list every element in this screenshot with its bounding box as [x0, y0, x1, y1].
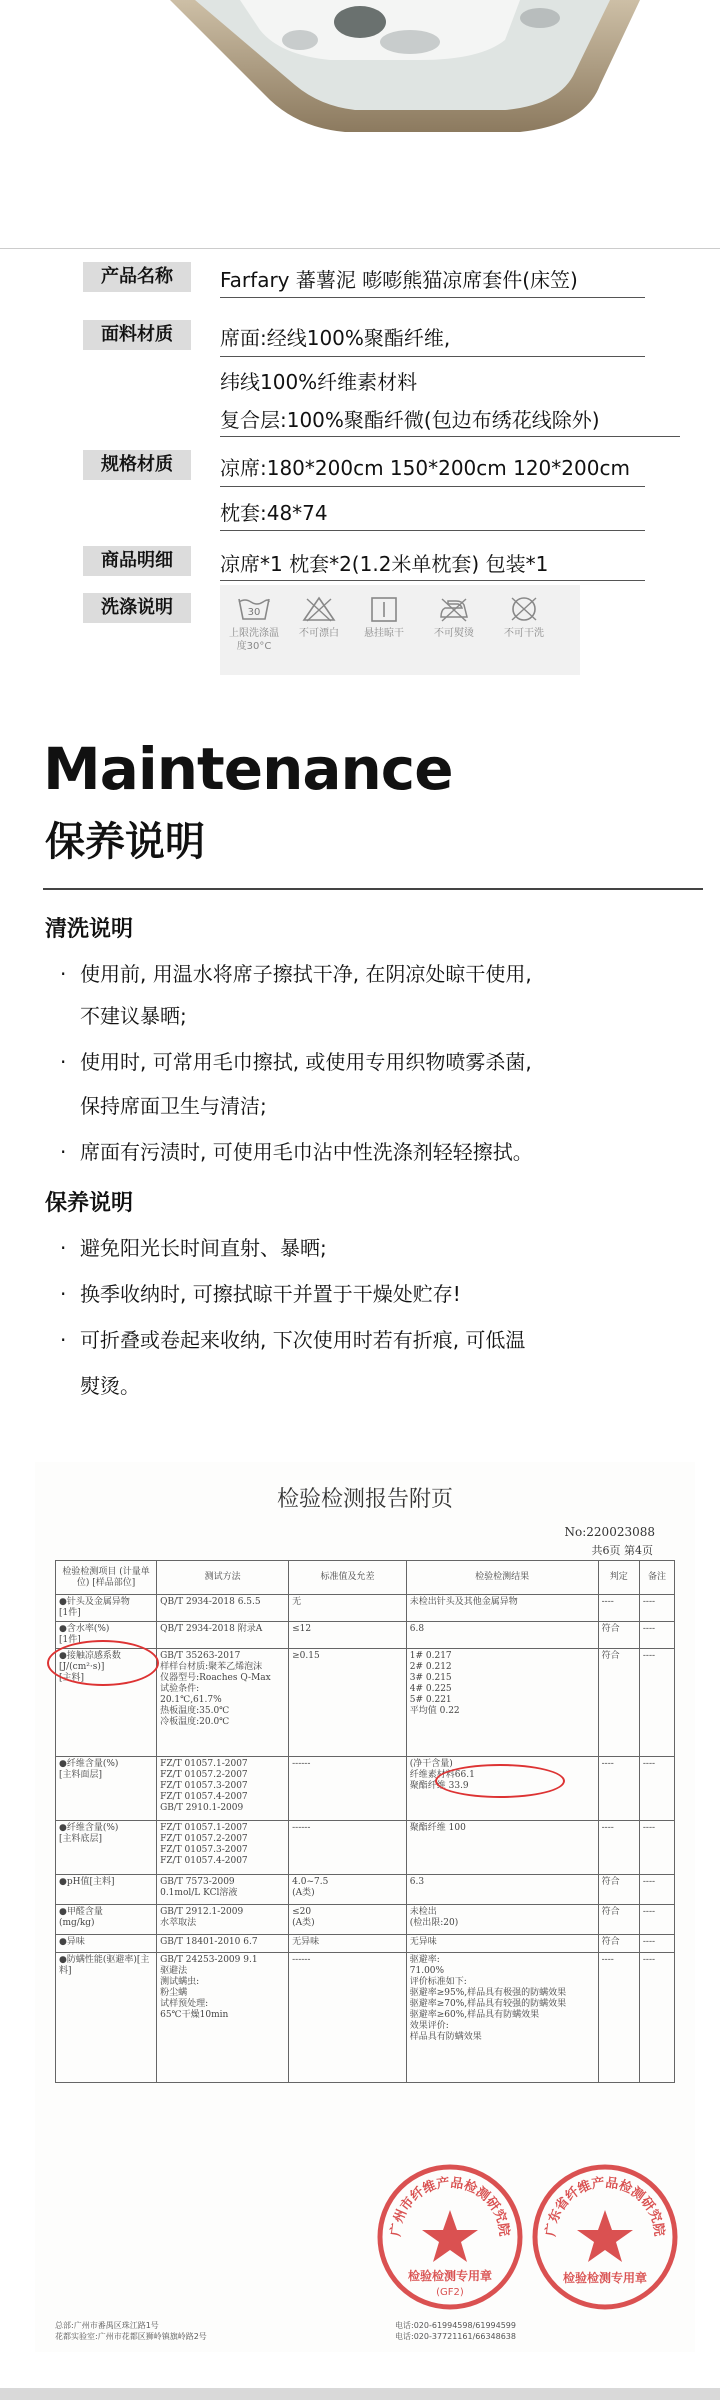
table-cell: ---- [639, 1595, 674, 1622]
table-cell: (净干含量) 纤维素材料66.1 聚酯纤维 33.9 [406, 1757, 598, 1821]
table-cell: QB/T 2934-2018 附录A [157, 1622, 289, 1649]
table-cell: ●异味 [56, 1935, 157, 1953]
table-cell: GB/T 2912.1-2009 水萃取法 [157, 1905, 289, 1935]
wash-care-panel [220, 585, 580, 675]
table-cell: ---- [639, 1821, 674, 1875]
list-item: · 避免阳光长时间直射、暴晒; [60, 1236, 327, 1260]
table-cell: 6.3 [406, 1875, 598, 1905]
table-cell: FZ/T 01057.1-2007 FZ/T 01057.2-2007 FZ/T 01057.3-2007 FZ/T 01057.4-2007 [157, 1821, 289, 1875]
inspection-report-image [35, 1462, 695, 2352]
table-cell: ------ [289, 1757, 407, 1821]
wash-item: 不可干洗 [495, 595, 553, 640]
report-table: 检验检测项目 (计量单位) [样品部位] 测试方法 标准值及允差 检验检测结果 判定 备注 ●针头及金属异物 [1件] QB/T 2934-2018 6.5.5 无 未检出针头及其他金属异物 ---- ---- ●含水率(%) [1件] QB/T 2934-2018 附录A ≤12 6.8 符合 ---- ●接触凉感系数 [J/(cm²·s)] [主料] GB/T 35263-2017 样样台材质:聚苯乙烯泡沫 仪器型号:Roaches Q-Max 试验条件: 20.1℃,61.7% 热板温度:35.0℃ 冷板温度:20.0℃ ≥0.15 1# 0.217 2# 0.212 3# 0.215 4# 0.225 5# 0.221 平均值 0.22 符合 ---- ●纤维含量(%) [主料面层] FZ/T 01057.1-2007 FZ/T 01057.2-2007 FZ/T 01057.3-2007 FZ/T 01057.4-2007 GB/T 2910.1-2009 ------ (净干含量) 纤维素材料66.1 聚酯纤维 33.9 ---- ---- ●纤维含量(%) [主料底层] FZ/T 01057.1-2007 FZ/T 01057.2-2007 FZ/T 01057.3-2007 FZ/T 01057.4-2007 ------ 聚酯纤维 100 ---- ---- ●pH值[主料] GB/T 7573-2009 0.1mol/L KCl溶液 4.0~7.5 (A类) 6.3 符合 ---- ●甲醛含量 (mg/kg) GB/T 2912.1-2009 水萃取法 ≤20 (A类) 未检出 (检出限:20) 符合 ---- ●异味 GB/T 18401-2010 6.7 无异味 无异味 符合 ---- ●防螨性能(驱避率)[主料] GB/T 24253-2009 9.1 驱避法 测试螨虫: 粉尘螨 试样预处理: 65℃干燥10min ------ 驱避率: 71.00% 评价标准如下: 驱避率≥95%,样品具有极强的防螨效果 驱避率≥70%,样品具有较强的防螨效果 驱避率≥60%,样品具有防螨效果 效果评价: 样品具有防螨效果 ---- ---- [55, 1560, 675, 2083]
hand-wash-30-icon [236, 595, 272, 623]
table-cell: ≤20 (A类) [289, 1905, 407, 1935]
spec-label-fabric: 面料材质 [83, 320, 191, 350]
table-cell: 无 [289, 1595, 407, 1622]
table-cell: 无异味 [406, 1935, 598, 1953]
table-row [56, 1821, 675, 1875]
table-cell: ≥0.15 [289, 1649, 407, 1757]
inspection-seal-1 [375, 2162, 525, 2312]
svg-text:检验检测专用章: 检验检测专用章 [407, 2269, 493, 2283]
report-number: No:220023088 [564, 1525, 655, 1539]
table-cell: ●纤维含量(%) [主料面层] [56, 1757, 157, 1821]
spec-value-contents: 凉席*1 枕套*2(1.2米单枕套) 包装*1 [220, 552, 549, 576]
report-page: 共6页 第4页 [591, 1544, 653, 1557]
no-dry-clean-icon [506, 595, 542, 623]
table-cell: GB/T 24253-2009 9.1 驱避法 测试螨虫: 粉尘螨 试样预处理: 65℃干燥10min [157, 1953, 289, 2083]
svg-text:(GF2): (GF2) [436, 2287, 464, 2298]
list-item: · 席面有污渍时, 可使用毛巾沾中性洗涤剂轻轻擦拭。 [60, 1140, 533, 1164]
no-iron-icon [436, 595, 472, 623]
spec-value-fabric-1: 席面:经线100%聚酯纤维, [220, 326, 451, 350]
spec-label-washing: 洗涤说明 [83, 593, 191, 623]
list-item: · 换季收纳时, 可擦拭晾干并置于干燥处贮存! [60, 1282, 461, 1306]
report-footer-phone: 电话:020-61994598/61994599 电话:020-37721161/66348638 [395, 2321, 516, 2341]
list-item: · 使用时, 可常用毛巾擦拭, 或使用专用织物喷雾杀菌, [60, 1050, 532, 1074]
table-cell: 符合 [598, 1935, 639, 1953]
table-cell: ≤12 [289, 1622, 407, 1649]
table-row [56, 1935, 675, 1953]
table-cell: ●纤维含量(%) [主料底层] [56, 1821, 157, 1875]
table-row [56, 1875, 675, 1905]
spec-value-size-1: 凉席:180*200cm 150*200cm 120*200cm [220, 456, 630, 480]
svg-text:检验检测专用章: 检验检测专用章 [562, 2271, 648, 2285]
product-hero-image [0, 0, 720, 150]
table-cell: ---- [639, 1905, 674, 1935]
table-cell: ---- [639, 1875, 674, 1905]
highlight-circle [47, 1640, 159, 1686]
highlight-circle [435, 1764, 565, 1798]
table-row [56, 1905, 675, 1935]
table-cell: 符合 [598, 1649, 639, 1757]
spec-value-fabric-3: 复合层:100%聚酯纤微(包边布绣花线除外) [220, 408, 600, 432]
table-cell: ●含水率(%) [1件] [56, 1622, 157, 1649]
maintenance-divider [43, 888, 703, 890]
table-cell: FZ/T 01057.1-2007 FZ/T 01057.2-2007 FZ/T 01057.3-2007 FZ/T 01057.4-2007 GB/T 2910.1-2009 [157, 1757, 289, 1821]
table-cell: ●pH值[主料] [56, 1875, 157, 1905]
table-cell: ---- [639, 1622, 674, 1649]
wash-item: 30 上限洗涤温度30°C [225, 595, 283, 653]
table-cell: ●接触凉感系数 [J/(cm²·s)] [主料] [56, 1649, 157, 1757]
table-cell: GB/T 18401-2010 6.7 [157, 1935, 289, 1953]
table-cell: QB/T 2934-2018 6.5.5 [157, 1595, 289, 1622]
svg-text:30: 30 [247, 607, 261, 618]
table-cell: ---- [598, 1821, 639, 1875]
spec-label-size: 规格材质 [83, 450, 191, 480]
wash-instructions-heading: 清洗说明 [45, 917, 134, 942]
table-cell: ●甲醛含量 (mg/kg) [56, 1905, 157, 1935]
table-cell: ●针头及金属异物 [1件] [56, 1595, 157, 1622]
table-cell: 符合 [598, 1622, 639, 1649]
table-cell: 符合 [598, 1905, 639, 1935]
section-divider [0, 248, 720, 249]
table-cell: 驱避率: 71.00% 评价标准如下: 驱避率≥95%,样品具有极强的防螨效果 驱避率≥70%,样品具有较强的防螨效果 驱避率≥60%,样品具有防螨效果 效果评价: 样品具有防螨效果 [406, 1953, 598, 2083]
table-cell: ---- [598, 1757, 639, 1821]
care-instructions-heading: 保养说明 [45, 1191, 134, 1216]
table-cell: 无异味 [289, 1935, 407, 1953]
spec-label-name: 产品名称 [83, 262, 191, 292]
table-cell: 未检出 (检出限:20) [406, 1905, 598, 1935]
table-row [56, 1622, 675, 1649]
hang-dry-icon [366, 595, 402, 623]
table-cell: GB/T 35263-2017 样样台材质:聚苯乙烯泡沫 仪器型号:Roaches Q-Max 试验条件: 20.1℃,61.7% 热板温度:35.0℃ 冷板温度:20.0℃ [157, 1649, 289, 1757]
table-cell: ------ [289, 1821, 407, 1875]
table-cell: ---- [639, 1953, 674, 2083]
spec-value-fabric-2: 纬线100%纤维素材料 [220, 370, 418, 394]
spec-value-name: Farfary 蕃薯泥 嘭嘭熊猫凉席套件(床笠) [220, 268, 578, 292]
svg-text:广州市纤维产品检测研究院: 广州市纤维产品检测研究院 [388, 2175, 512, 2238]
wash-item: 不可熨烫 [425, 595, 483, 640]
maintenance-title: Maintenance [43, 735, 453, 803]
wash-item: 不可漂白 [290, 595, 348, 640]
report-footer-address: 总部:广州市番禺区珠江路1号 花都实验室:广州市花都区狮岭镇旗岭路2号 [55, 2321, 207, 2341]
table-cell: 4.0~7.5 (A类) [289, 1875, 407, 1905]
list-item: · 使用前, 用温水将席子擦拭干净, 在阴凉处晾干使用, [60, 962, 532, 986]
no-bleach-icon [301, 595, 337, 623]
table-cell: 聚酯纤维 100 [406, 1821, 598, 1875]
table-row [56, 1757, 675, 1821]
maintenance-subtitle: 保养说明 [45, 819, 205, 865]
inspection-seal-2 [530, 2162, 680, 2312]
spec-label-contents: 商品明细 [83, 546, 191, 576]
table-cell: 符合 [598, 1875, 639, 1905]
next-image-edge [0, 2388, 720, 2400]
table-cell: GB/T 7573-2009 0.1mol/L KCl溶液 [157, 1875, 289, 1905]
table-row [56, 1953, 675, 2083]
list-item-continued: 保持席面卫生与清洁; [80, 1094, 267, 1118]
list-item-continued: 不建议暴晒; [80, 1004, 187, 1028]
svg-text:广东省纤维产品检测研究院: 广东省纤维产品检测研究院 [543, 2175, 667, 2238]
table-cell: 未检出针头及其他金属异物 [406, 1595, 598, 1622]
table-cell: ---- [598, 1595, 639, 1622]
table-cell: ---- [639, 1935, 674, 1953]
table-cell: ---- [639, 1649, 674, 1757]
table-cell: ●防螨性能(驱避率)[主料] [56, 1953, 157, 2083]
report-title: 检验检测报告附页 [276, 1487, 453, 1512]
spec-value-size-2: 枕套:48*74 [220, 501, 328, 525]
table-cell: 1# 0.217 2# 0.212 3# 0.215 4# 0.225 5# 0.221 平均值 0.22 [406, 1649, 598, 1757]
list-item: · 可折叠或卷起来收纳, 下次使用时若有折痕, 可低温 [60, 1328, 526, 1352]
list-item-continued: 熨烫。 [80, 1374, 140, 1398]
table-cell: ---- [639, 1757, 674, 1821]
table-row [56, 1595, 675, 1622]
table-cell: 6.8 [406, 1622, 598, 1649]
table-cell: ------ [289, 1953, 407, 2083]
wash-item: 悬挂晾干 [355, 595, 413, 640]
table-cell: ---- [598, 1953, 639, 2083]
